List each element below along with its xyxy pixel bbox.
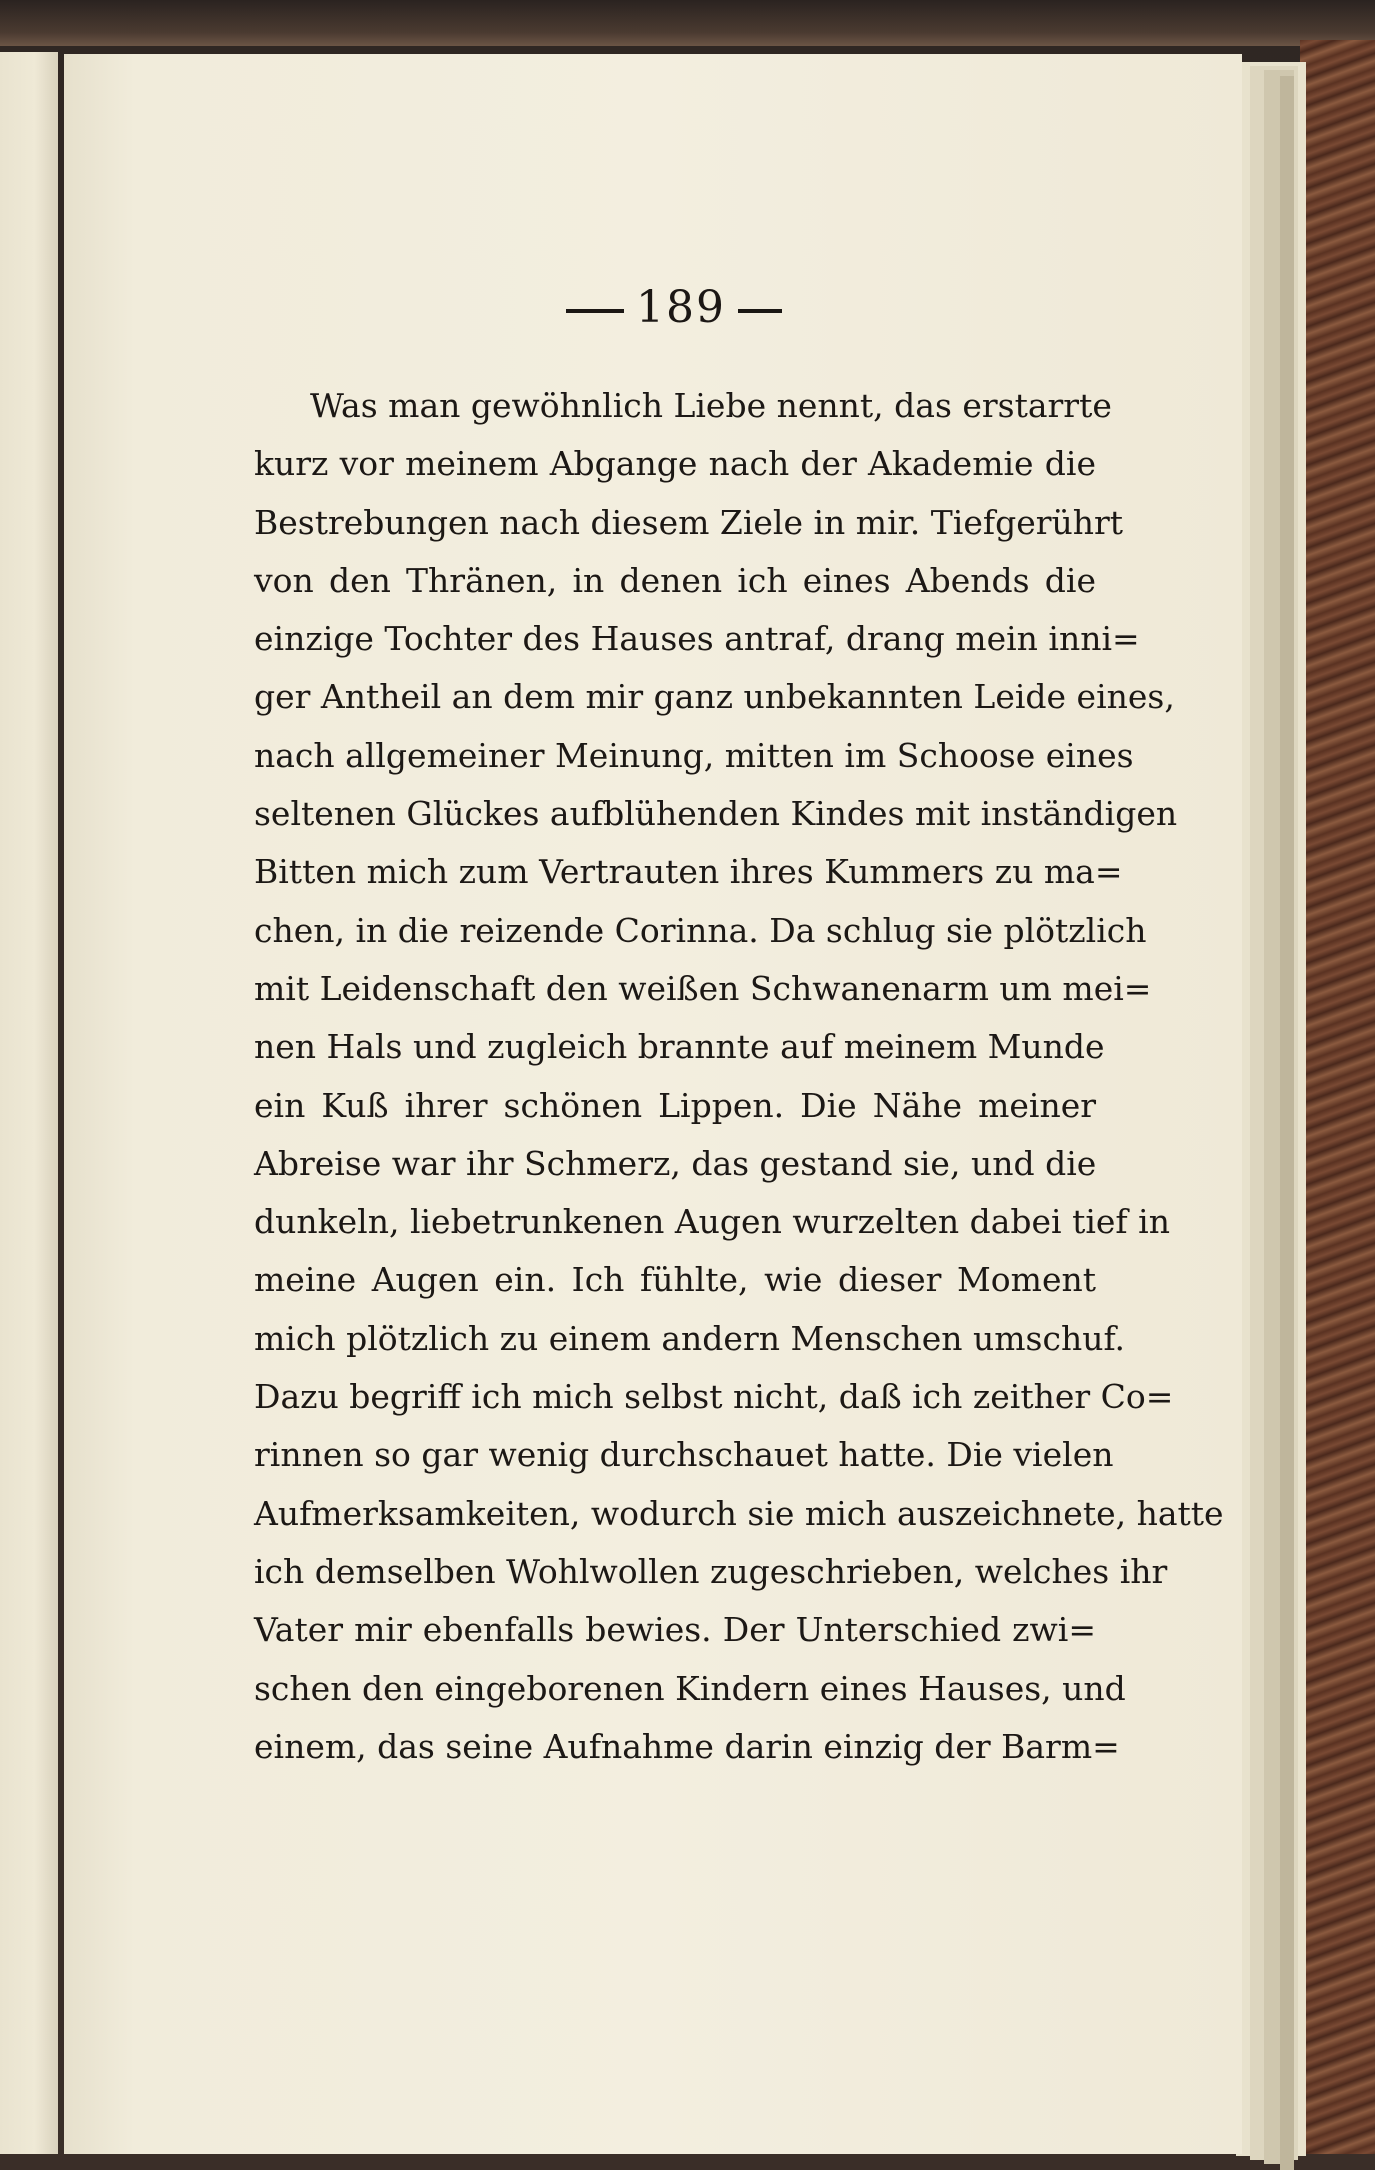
text-line: schen den eingeborenen Kindern eines Hauses, und	[254, 1668, 1126, 1708]
text-line: Vater mir ebenfalls bewies. Der Unterschied zwi=	[254, 1610, 1096, 1650]
text-line: chen, in die reizende Corinna. Da schlug sie plötzlich	[254, 910, 1147, 950]
text-line: dunkeln, liebetrunkenen Augen wurzelten dabei tief in	[254, 1202, 1170, 1242]
text-line: meine Augen ein. Ich fühlte, wie dieser Moment	[254, 1260, 1096, 1300]
text-line: Bitten mich zum Vertrauten ihres Kummers zu ma=	[254, 852, 1123, 892]
text-line: ein Kuß ihrer schönen Lippen. Die Nähe meiner	[254, 1085, 1096, 1125]
text-line: Bestrebungen nach diesem Ziele in mir. Tiefgerührt	[254, 502, 1124, 542]
text-line: rinnen so gar wenig durchschauet hatte. Die vielen	[254, 1435, 1114, 1475]
text-line: Dazu begriff ich mich selbst nicht, daß ich zeither Co=	[254, 1377, 1174, 1417]
marbled-cover-edge	[1300, 40, 1375, 2154]
text-line: mich plötzlich zu einem andern Menschen umschuf.	[254, 1318, 1125, 1358]
page-number-value: 189	[636, 282, 726, 333]
page-number-dash-right	[738, 309, 782, 313]
text-line: seltenen Glückes aufblühenden Kindes mit inständigen	[254, 794, 1178, 834]
text-line: einzige Tochter des Hauses antraf, drang mein inni=	[254, 619, 1140, 659]
text-line: Was man gewöhnlich Liebe nennt, das erstarrte	[310, 386, 1112, 425]
text-line: nach allgemeiner Meinung, mitten im Schoose eines	[254, 735, 1134, 775]
book-cover-top	[0, 0, 1375, 46]
page-stack-edge	[1280, 76, 1294, 2170]
text-line: nen Hals und zugleich brannte auf meinem Munde	[254, 1027, 1105, 1067]
book-page	[64, 54, 1242, 2154]
text-line: ger Antheil an dem mir ganz unbekannten Leide eines,	[254, 677, 1175, 717]
text-line: mit Leidenschaft den weißen Schwanenarm um mei=	[254, 968, 1152, 1008]
text-line: Abreise war ihr Schmerz, das gestand sie, und die	[254, 1143, 1097, 1183]
text-line: ich demselben Wohlwollen zugeschrieben, welches ihr	[254, 1551, 1168, 1591]
text-line: kurz vor meinem Abgange nach der Akademie die	[254, 444, 1096, 484]
text-line: einem, das seine Aufnahme darin einzig der Barm=	[254, 1726, 1120, 1766]
text-line: Aufmerksamkeiten, wodurch sie mich auszeichnete, hatte	[254, 1493, 1224, 1533]
page-number-dash-left	[566, 309, 624, 313]
text-line: von den Thränen, in denen ich eines Abends die	[254, 560, 1096, 600]
previous-page-edge	[0, 52, 58, 2154]
page-number	[524, 282, 824, 342]
page-body-text	[254, 377, 1224, 1776]
